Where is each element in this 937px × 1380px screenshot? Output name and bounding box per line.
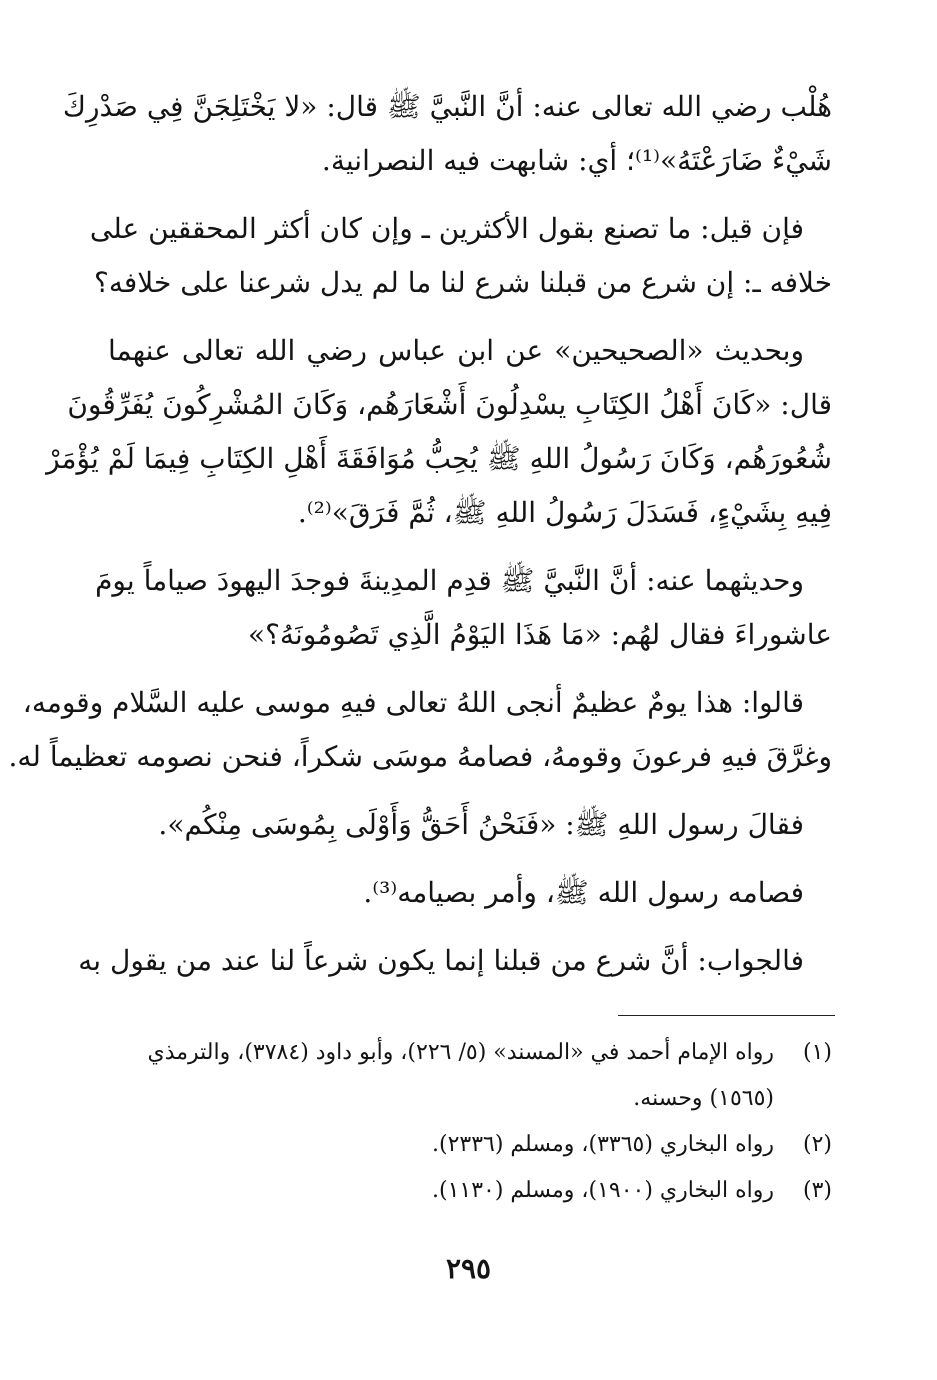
footnote-number: (٣) (802, 1178, 832, 1203)
text-line: فصامه رسول الله ﷺ، وأمر بصيامه⁽³⁾. (363, 876, 804, 909)
text-line: وبحديث «الصحيحين» عن ابن عباس رضي الله تعالى عنهما (108, 334, 804, 367)
text-line: وحديثهما عنه: أنَّ النَّبيَّ ﷺ قدِم المدِينةَ فوجدَ اليهودَ صياماً يومَ (95, 564, 804, 597)
text-line: قالوا: هذا يومٌ عظيمٌ أنجى اللهُ تعالى فيهِ موسى عليه السَّلام وقومه، (22, 686, 804, 719)
footnote-text: رواه البخاري (٣٣٦٥)، ومسلم (٢٣٣٦). (432, 1132, 774, 1157)
text-line: عاشوراءَ فقال لهُم: «مَا هَذَا اليَوْمُ الَّذِي تَصُومُونَهُ؟» (247, 618, 832, 651)
page-number: ٢٩٥ (445, 1252, 492, 1285)
text-line: فالجواب: أنَّ شرع من قبلنا إنما يكون شرعاً لنا عند من يقول به (78, 944, 804, 977)
footnote (110, 1030, 832, 1122)
text-line: شَيْءٌ ضَارَعْتَهُ»⁽¹⁾؛ أي: شابهت فيه النصرانية. (321, 144, 832, 177)
footnote (110, 1168, 832, 1214)
footnote (110, 1122, 832, 1168)
main-text (8, 80, 832, 988)
footnote-separator (618, 1015, 835, 1016)
footnote-text: رواه الإمام أحمد في «المسند» (٥/ ٢٢٦)، وأبو داود (٣٧٨٤)، والترمذي (147, 1040, 774, 1065)
footnote-text: رواه البخاري (١٩٠٠)، ومسلم (١١٣٠). (432, 1178, 774, 1203)
text-line: قال: «كَانَ أَهْلُ الكِتَابِ يسْدِلُونَ أَشْعَارَهُم، وَكَانَ المُشْرِكُونَ يُفَرِّقُونَ (67, 388, 832, 421)
text-line: هُلْب رضي الله تعالى عنه: أنَّ النَّبيَّ ﷺ قال: «لا يَخْتَلِجَنَّ فِي صَدْرِكَ (62, 90, 832, 123)
text-line: وغرَّقَ فيهِ فرعونَ وقومهُ، فصامهُ موسَى شكراً، فنحن نصومه تعظيماً له. (8, 740, 832, 773)
footnote-number: (٢) (802, 1132, 832, 1157)
text-line: فِيهِ بِشَيْءٍ، فَسَدَلَ رَسُولُ اللهِ ﷺ، ثُمَّ فَرَقَ»⁽²⁾. (297, 496, 832, 529)
text-line: شُعُورَهُم، وَكَانَ رَسُولُ اللهِ ﷺ يُحِبُّ مُوَافَقَةَ أَهْلِ الكِتَابِ فِيمَا لَمْ يُؤْمَرْ (46, 442, 832, 475)
text-line: فإن قيل: ما تصنع بقول الأكثرين ـ وإن كان أكثر المحققين على (89, 212, 804, 245)
text-line: خلافه ـ: إن شرع من قبلنا شرع لنا ما لم يدل شرعنا على خلافه؟ (94, 266, 832, 299)
footnote-number: (١) (802, 1040, 832, 1065)
footnote-text: (١٥٦٥) وحسنه. (633, 1086, 774, 1111)
text-line: فقالَ رسول اللهِ ﷺ: «فَنَحْنُ أَحَقُّ وَأَوْلَى بِمُوسَى مِنْكُم». (158, 808, 804, 841)
footnotes (110, 1030, 832, 1214)
